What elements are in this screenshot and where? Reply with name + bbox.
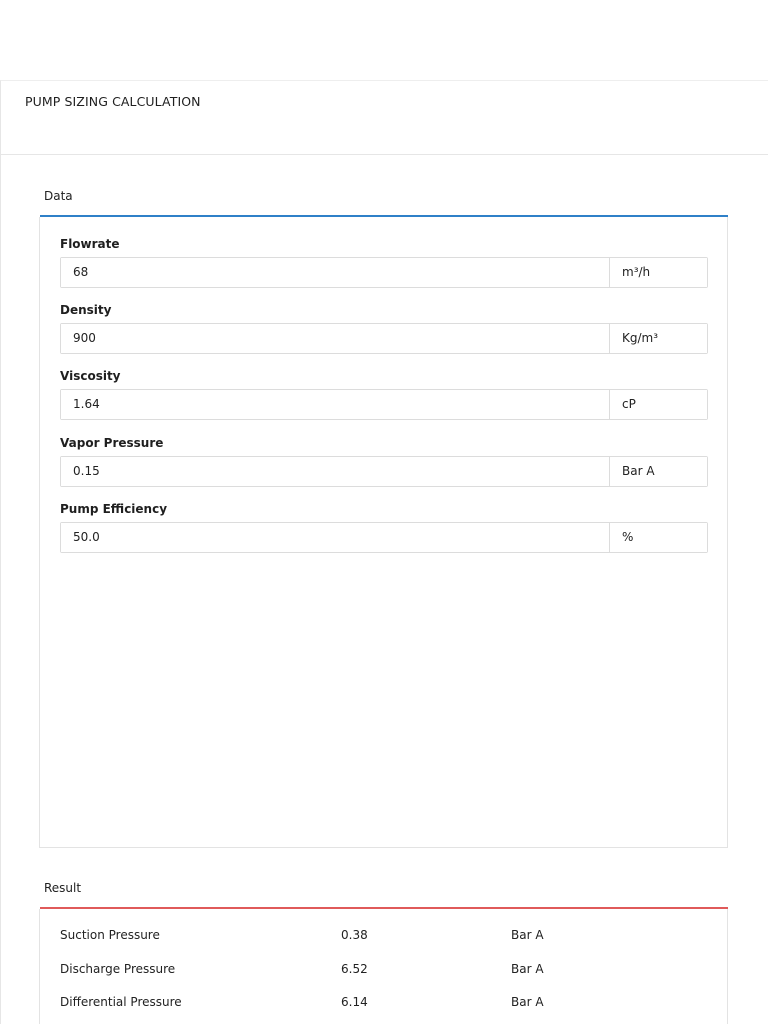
page-header	[0, 80, 768, 155]
content-divider	[0, 155, 1, 1024]
vapor-pressure-input[interactable]: 0.15	[61, 457, 610, 486]
result-name: Differential Pressure	[60, 995, 182, 1009]
page-title: PUMP SIZING CALCULATION	[25, 94, 201, 109]
tab-data[interactable]: Data	[44, 189, 73, 203]
result-value: 6.14	[341, 995, 368, 1009]
pump-efficiency-unit: %	[610, 523, 707, 552]
density-input[interactable]: 900	[61, 324, 610, 353]
density-input-group	[60, 323, 708, 354]
result-unit: Bar A	[511, 962, 544, 976]
result-name: Suction Pressure	[60, 928, 160, 942]
result-name: Discharge Pressure	[60, 962, 176, 976]
pump-efficiency-field	[60, 500, 708, 553]
density-unit: Kg/m³	[610, 324, 707, 353]
viscosity-field	[60, 367, 708, 420]
flowrate-input[interactable]: 68	[61, 258, 610, 287]
result-row-differential-pressure	[60, 995, 700, 1015]
density-field	[60, 301, 708, 354]
flowrate-label: Flowrate	[60, 237, 120, 251]
vapor-pressure-field	[60, 434, 708, 487]
vapor-pressure-input-group	[60, 456, 708, 487]
viscosity-unit: cP	[610, 390, 707, 419]
flowrate-unit: m³/h	[610, 258, 707, 287]
viscosity-input-group	[60, 389, 708, 420]
result-row-discharge-pressure	[60, 962, 700, 982]
viscosity-label: Viscosity	[60, 369, 121, 383]
vapor-pressure-label: Vapor Pressure	[60, 436, 164, 450]
result-unit: Bar A	[511, 928, 544, 942]
result-value: 6.52	[341, 962, 368, 976]
density-label: Density	[60, 303, 112, 317]
result-value: 0.38	[341, 928, 368, 942]
flowrate-input-group	[60, 257, 708, 288]
tab-result[interactable]: Result	[44, 881, 82, 895]
vapor-pressure-unit: Bar A	[610, 457, 707, 486]
result-row-suction-pressure	[60, 928, 700, 948]
viscosity-input[interactable]: 1.64	[61, 390, 610, 419]
flowrate-field	[60, 235, 708, 288]
result-unit: Bar A	[511, 995, 544, 1009]
pump-efficiency-input[interactable]: 50.0	[61, 523, 610, 552]
pump-efficiency-input-group	[60, 522, 708, 553]
pump-efficiency-label: Pump Efficiency	[60, 502, 168, 516]
